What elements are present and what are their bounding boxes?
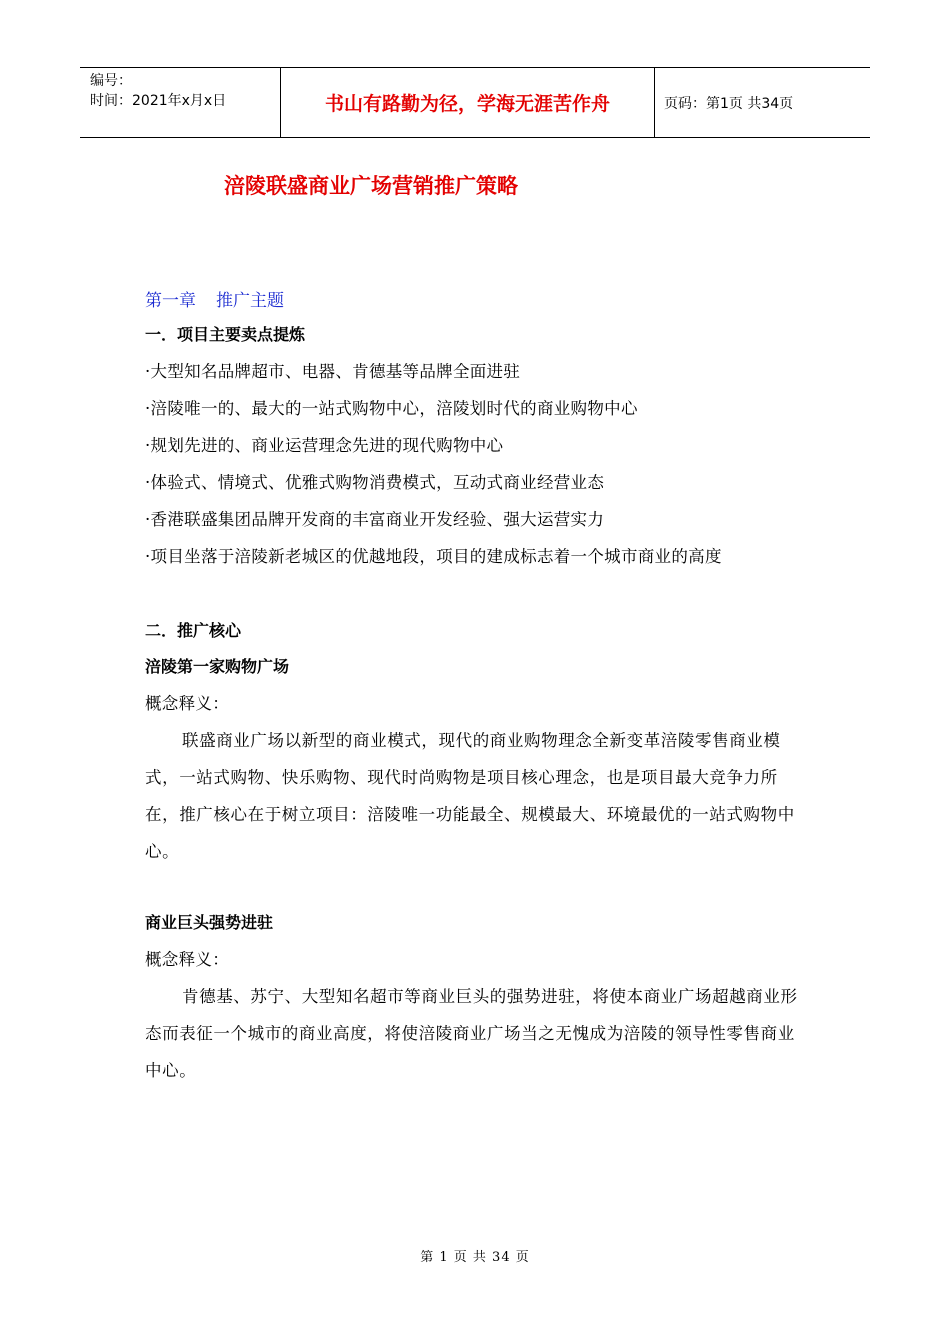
document-body [145, 285, 810, 1089]
concept-paragraph-1: 联盛商业广场以新型的商业模式，现代的商业购物理念全新变革涪陵零售商业模式，一站式购物、快乐购物、现代时尚购物是项目核心理念，也是项目最大竞争力所在，推广核心在于树立项目：涪陵唯一功能最全、规模最大、环境最优的一站式购物中心。 [145, 731, 795, 861]
bullet-item: ·涪陵唯一的、最大的一站式购物中心，涪陵划时代的商业购物中心 [145, 399, 638, 418]
page-header [80, 67, 870, 138]
bullet-item: ·项目坐落于涪陵新老城区的优越地段，项目的建成标志着一个城市商业的高度 [145, 547, 722, 566]
section-heading-2: 二．推广核心 [145, 621, 242, 640]
motto: 书山有路勤为径，学海无涯苦作舟 [324, 93, 610, 115]
number-label: 编号： [90, 73, 132, 89]
chapter-heading [145, 285, 810, 317]
concept-label-2: 概念释义： [145, 950, 229, 969]
header-page-cell [655, 68, 870, 137]
page-footer: 第 1 页 共 34 页 [420, 1250, 530, 1265]
concept-label-1: 概念释义： [145, 694, 229, 713]
page-info: 页码：第1页 共34页 [664, 95, 794, 112]
bullet-item: ·规划先进的、商业运营理念先进的现代购物中心 [145, 436, 504, 455]
bullet-list [145, 353, 810, 575]
core-heading-1: 涪陵第一家购物广场 [145, 657, 290, 676]
header-meta-cell [80, 68, 281, 137]
bullet-item: ·体验式、情境式、优雅式购物消费模式，互动式商业经营业态 [145, 473, 605, 492]
time-label: 时间：2021年x月x日 [90, 93, 227, 109]
core-heading-2: 商业巨头强势进驻 [145, 913, 274, 932]
chapter-title: 推广主题 [216, 291, 284, 311]
bullet-item: ·大型知名品牌超市、电器、肯德基等品牌全面进驻 [145, 362, 521, 381]
document-title: 涪陵联盛商业广场营销推广策略 [224, 174, 518, 198]
section-heading-1: 一．项目主要卖点提炼 [145, 325, 306, 344]
bullet-item: ·香港联盛集团品牌开发商的丰富商业开发经验、强大运营实力 [145, 510, 605, 529]
header-motto-cell [281, 68, 655, 137]
chapter-label: 第一章 [145, 291, 196, 311]
concept-paragraph-2: 肯德基、苏宁、大型知名超市等商业巨头的强势进驻，将使本商业广场超越商业形态而表征一个城市的商业高度，将使涪陵商业广场当之无愧成为涪陵的领导性零售商业中心。 [145, 987, 798, 1080]
